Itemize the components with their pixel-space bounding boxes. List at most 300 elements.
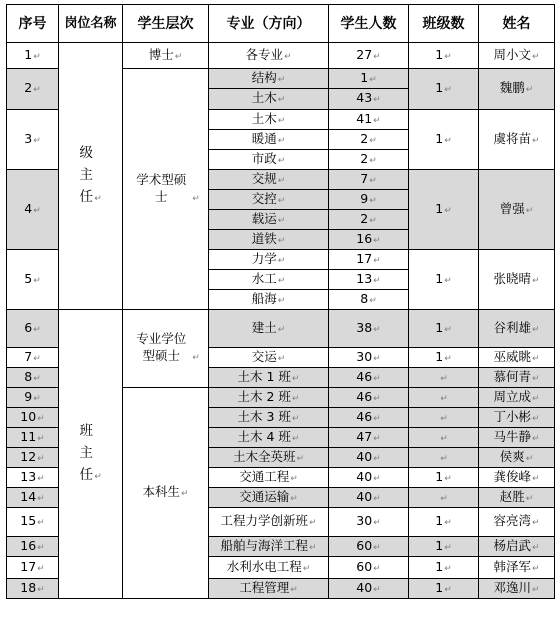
- level-cell-text: 专业学位型硕士: [136, 331, 187, 363]
- major-cell-text: 土木 2 班: [237, 388, 291, 404]
- student-count-cell-text: 40: [356, 468, 373, 484]
- major-cell[interactable]: [209, 310, 329, 348]
- paragraph-mark-icon: ↵: [373, 235, 381, 246]
- major-cell-text: 水利水电工程: [226, 558, 302, 574]
- paragraph-mark-icon: ↵: [444, 473, 452, 484]
- major-cell[interactable]: [209, 448, 329, 468]
- paragraph-mark-icon: ↵: [37, 433, 45, 444]
- teacher-name-cell[interactable]: [479, 348, 555, 368]
- teacher-name-cell[interactable]: [479, 428, 555, 448]
- row-number-cell[interactable]: [7, 468, 59, 488]
- major-cell-text: 土木全英班: [232, 448, 296, 464]
- teacher-name-cell[interactable]: [479, 488, 555, 508]
- student-count-cell[interactable]: [329, 408, 409, 428]
- paragraph-mark-icon: ↵: [37, 473, 45, 484]
- paragraph-mark-icon: ↵: [531, 353, 540, 364]
- class-count-cell[interactable]: [409, 488, 479, 508]
- row-number-cell[interactable]: [7, 428, 59, 448]
- major-cell[interactable]: [209, 468, 329, 488]
- class-count-cell[interactable]: [409, 110, 479, 170]
- teacher-name-cell-text: 龚俊峰: [493, 468, 531, 484]
- major-cell-text: 水工: [251, 270, 277, 286]
- teacher-name-cell[interactable]: [479, 557, 555, 579]
- level-cell[interactable]: [123, 310, 209, 388]
- student-count-cell[interactable]: [329, 368, 409, 388]
- class-count-cell[interactable]: [409, 508, 479, 537]
- paragraph-mark-icon: ↵: [33, 135, 41, 146]
- student-count-cell-text: 30: [356, 348, 373, 364]
- class-count-cell-text: 1: [435, 579, 444, 595]
- major-cell[interactable]: [209, 89, 329, 110]
- row-number-cell[interactable]: [7, 408, 59, 428]
- paragraph-mark-icon: ↵: [33, 353, 41, 364]
- student-count-cell[interactable]: [329, 290, 409, 310]
- teacher-name-cell[interactable]: [479, 310, 555, 348]
- row-number-cell[interactable]: [7, 508, 59, 537]
- student-count-cell-text: 40: [356, 579, 373, 595]
- paragraph-mark-icon: ↵: [440, 413, 448, 424]
- paragraph-mark-icon: ↵: [277, 115, 286, 126]
- paragraph-mark-icon: ↵: [277, 95, 286, 105]
- paragraph-mark-icon: ↵: [531, 413, 540, 424]
- paragraph-mark-icon: ↵: [373, 115, 381, 126]
- class-count-cell[interactable]: [409, 69, 479, 110]
- paragraph-mark-icon: ↵: [291, 393, 300, 404]
- class-count-cell-text: 1: [435, 558, 444, 574]
- paragraph-mark-icon: ↵: [277, 324, 286, 335]
- student-count-cell[interactable]: [329, 428, 409, 448]
- student-count-cell-text: 1: [360, 69, 369, 85]
- paragraph-mark-icon: ↵: [373, 51, 381, 62]
- class-count-cell[interactable]: [409, 557, 479, 579]
- major-cell[interactable]: [209, 408, 329, 428]
- paragraph-mark-icon: ↵: [291, 413, 300, 424]
- paragraph-mark-icon: ↵: [37, 518, 45, 528]
- student-count-cell[interactable]: [329, 170, 409, 190]
- paragraph-mark-icon: ↵: [373, 353, 381, 364]
- teacher-name-cell-text: 邓逸川: [493, 579, 531, 595]
- paragraph-mark-icon: ↵: [444, 51, 452, 62]
- teacher-name-cell[interactable]: [479, 448, 555, 468]
- level-cell-text: 本科生: [142, 484, 180, 499]
- row-number-cell-text: 1: [24, 46, 33, 62]
- student-count-cell-text: 2: [360, 150, 369, 166]
- student-count-cell-text: 60: [356, 558, 373, 574]
- student-count-cell-text: 16: [356, 230, 373, 246]
- major-cell[interactable]: [209, 250, 329, 270]
- student-count-cell[interactable]: [329, 89, 409, 110]
- major-cell[interactable]: [209, 537, 329, 557]
- paragraph-mark-icon: ↵: [180, 489, 189, 499]
- row-number-cell-text: 6: [24, 319, 33, 335]
- paragraph-mark-icon: ↵: [525, 453, 534, 464]
- major-cell-text: 结构: [251, 69, 277, 85]
- major-cell[interactable]: [209, 428, 329, 448]
- major-cell-text: 建土: [251, 319, 277, 335]
- header-row: [7, 5, 555, 43]
- paragraph-mark-icon: ↵: [277, 275, 286, 286]
- level-cell[interactable]: [123, 69, 209, 310]
- role-cell[interactable]: [59, 310, 123, 599]
- paragraph-mark-icon: ↵: [277, 295, 286, 306]
- student-count-cell-text: 43: [356, 90, 373, 105]
- teacher-name-cell[interactable]: [479, 170, 555, 250]
- student-count-cell[interactable]: [329, 210, 409, 230]
- paragraph-mark-icon: ↵: [531, 542, 540, 553]
- major-cell-text: 市政: [251, 150, 277, 166]
- class-count-cell[interactable]: [409, 310, 479, 348]
- major-cell-text: 工程力学创新班: [220, 513, 308, 528]
- paragraph-mark-icon: ↵: [531, 393, 540, 404]
- student-count-cell-text: 60: [356, 537, 373, 553]
- paragraph-mark-icon: ↵: [37, 584, 45, 595]
- student-count-cell[interactable]: [329, 150, 409, 170]
- student-count-cell[interactable]: [329, 388, 409, 408]
- paragraph-mark-icon: ↵: [33, 205, 41, 216]
- student-count-cell-text: 38: [356, 319, 373, 335]
- major-cell-text: 载运: [251, 210, 277, 226]
- paragraph-mark-icon: ↵: [290, 473, 298, 484]
- major-cell-text: 力学: [251, 250, 277, 266]
- paragraph-mark-icon: ↵: [33, 324, 41, 335]
- major-cell-text: 土木 4 班: [237, 428, 291, 444]
- paragraph-mark-icon: ↵: [373, 275, 381, 286]
- student-count-cell[interactable]: [329, 348, 409, 368]
- level-cell[interactable]: [123, 388, 209, 599]
- row-number-cell[interactable]: [7, 250, 59, 310]
- teacher-name-cell-text: 魏鹏: [499, 80, 525, 95]
- row-number-cell[interactable]: [7, 43, 59, 69]
- paragraph-mark-icon: ↵: [37, 542, 45, 553]
- table-row: [7, 310, 555, 348]
- header-cell[interactable]: 姓名: [479, 5, 555, 43]
- row-number-cell[interactable]: [7, 537, 59, 557]
- level-cell-text: 博士: [148, 46, 174, 62]
- major-cell-text: 船海: [251, 290, 277, 306]
- paragraph-mark-icon: ↵: [531, 518, 540, 528]
- row-number-cell-text: 11: [20, 428, 37, 444]
- paragraph-mark-icon: ↵: [531, 135, 540, 146]
- header-cell[interactable]: 学生人数: [329, 5, 409, 43]
- row-number-cell[interactable]: [7, 69, 59, 110]
- paragraph-mark-icon: ↵: [440, 393, 448, 404]
- teacher-name-cell[interactable]: [479, 468, 555, 488]
- row-number-cell-text: 17: [20, 558, 37, 574]
- student-count-cell-text: 46: [356, 368, 373, 384]
- row-number-cell[interactable]: [7, 110, 59, 170]
- major-cell[interactable]: [209, 488, 329, 508]
- paragraph-mark-icon: ↵: [444, 135, 452, 146]
- paragraph-mark-icon: ↵: [525, 205, 534, 216]
- major-cell[interactable]: [209, 230, 329, 250]
- teacher-name-cell[interactable]: [479, 69, 555, 110]
- paragraph-mark-icon: ↵: [373, 324, 381, 335]
- student-count-cell[interactable]: [329, 250, 409, 270]
- major-cell-text: 道铁: [251, 230, 277, 246]
- table-body: [7, 43, 555, 599]
- paragraph-mark-icon: ↵: [373, 518, 381, 528]
- paragraph-mark-icon: ↵: [373, 453, 381, 464]
- major-cell-text: 交通运输: [239, 488, 290, 504]
- paragraph-mark-icon: ↵: [373, 95, 381, 105]
- student-count-cell-text: 46: [356, 408, 373, 424]
- row-number-cell[interactable]: [7, 348, 59, 368]
- teacher-name-cell[interactable]: [479, 250, 555, 310]
- level-cell[interactable]: [123, 43, 209, 69]
- teacher-name-cell[interactable]: [479, 368, 555, 388]
- paragraph-mark-icon: ↵: [444, 275, 452, 286]
- major-cell[interactable]: [209, 210, 329, 230]
- major-cell-text: 交规: [251, 170, 277, 186]
- major-cell-text: 工程管理: [239, 579, 290, 595]
- major-cell-text: 土木: [251, 110, 277, 126]
- paragraph-mark-icon: ↵: [94, 194, 102, 204]
- student-count-cell-text: 46: [356, 388, 373, 404]
- class-count-cell-text: 1: [435, 130, 444, 146]
- student-count-cell[interactable]: [329, 69, 409, 89]
- paragraph-mark-icon: ↵: [33, 85, 41, 95]
- student-count-cell-text: 41: [356, 110, 373, 126]
- paragraph-mark-icon: ↵: [283, 51, 292, 62]
- paragraph-mark-icon: ↵: [531, 473, 540, 484]
- teacher-name-cell[interactable]: [479, 508, 555, 537]
- row-number-cell-text: 2: [24, 80, 33, 95]
- paragraph-mark-icon: ↵: [277, 74, 286, 85]
- row-number-cell-text: 13: [20, 468, 37, 484]
- paragraph-mark-icon: ↵: [174, 51, 183, 62]
- paragraph-mark-icon: ↵: [373, 255, 381, 266]
- row-number-cell-text: 18: [20, 579, 37, 595]
- student-count-cell-text: 17: [356, 250, 373, 266]
- paragraph-mark-icon: ↵: [290, 493, 298, 504]
- student-count-cell[interactable]: [329, 270, 409, 290]
- teacher-name-cell[interactable]: [479, 537, 555, 557]
- row-number-cell[interactable]: [7, 388, 59, 408]
- class-count-cell[interactable]: [409, 368, 479, 388]
- student-count-cell[interactable]: [329, 537, 409, 557]
- class-count-cell[interactable]: [409, 408, 479, 428]
- row-number-cell[interactable]: [7, 579, 59, 599]
- paragraph-mark-icon: ↵: [37, 563, 45, 574]
- paragraph-mark-icon: ↵: [33, 275, 41, 286]
- teacher-name-cell-text: 巫威眺: [493, 348, 531, 364]
- class-count-cell-text: 1: [435, 46, 444, 62]
- student-count-cell-text: 2: [360, 130, 369, 146]
- paragraph-mark-icon: ↵: [369, 74, 377, 85]
- row-number-cell-text: 9: [24, 388, 33, 404]
- row-number-cell-text: 4: [24, 200, 33, 216]
- paragraph-mark-icon: ↵: [369, 155, 377, 166]
- class-count-cell[interactable]: [409, 579, 479, 599]
- paragraph-mark-icon: ↵: [369, 175, 377, 186]
- paragraph-mark-icon: ↵: [444, 584, 452, 595]
- teacher-name-cell[interactable]: [479, 388, 555, 408]
- student-count-cell[interactable]: [329, 448, 409, 468]
- class-count-cell[interactable]: [409, 348, 479, 368]
- paragraph-mark-icon: ↵: [296, 453, 305, 464]
- paragraph-mark-icon: ↵: [525, 85, 534, 95]
- student-count-cell-text: 8: [360, 290, 369, 306]
- paragraph-mark-icon: ↵: [373, 393, 381, 404]
- paragraph-mark-icon: ↵: [373, 433, 381, 444]
- staff-table: [6, 4, 555, 599]
- teacher-name-cell-text: 韩泽军: [493, 558, 531, 574]
- student-count-cell-text: 13: [356, 270, 373, 286]
- paragraph-mark-icon: ↵: [290, 584, 298, 595]
- paragraph-mark-icon: ↵: [277, 155, 286, 166]
- student-count-cell[interactable]: [329, 508, 409, 537]
- student-count-cell[interactable]: [329, 110, 409, 130]
- major-cell[interactable]: [209, 110, 329, 130]
- major-cell-text: 交通工程: [239, 468, 290, 484]
- major-cell[interactable]: [209, 190, 329, 210]
- paragraph-mark-icon: ↵: [33, 393, 41, 404]
- student-count-cell[interactable]: [329, 43, 409, 69]
- paragraph-mark-icon: ↵: [373, 373, 381, 384]
- row-number-cell-text: 14: [20, 488, 37, 504]
- class-count-cell[interactable]: [409, 250, 479, 310]
- paragraph-mark-icon: ↵: [308, 518, 317, 528]
- teacher-name-cell-text: 曾强: [499, 200, 525, 216]
- table-row: [7, 43, 555, 69]
- paragraph-mark-icon: ↵: [531, 51, 540, 62]
- row-number-cell[interactable]: [7, 368, 59, 388]
- class-count-cell[interactable]: [409, 170, 479, 250]
- student-count-cell[interactable]: [329, 468, 409, 488]
- row-number-cell[interactable]: [7, 310, 59, 348]
- paragraph-mark-icon: ↵: [277, 195, 286, 206]
- paragraph-mark-icon: ↵: [373, 413, 381, 424]
- paragraph-mark-icon: ↵: [373, 493, 381, 504]
- row-number-cell-text: 7: [24, 348, 33, 364]
- major-cell[interactable]: [209, 348, 329, 368]
- paragraph-mark-icon: ↵: [302, 563, 311, 574]
- paragraph-mark-icon: ↵: [531, 584, 540, 595]
- header-cell[interactable]: 岗位名称: [59, 5, 123, 43]
- paragraph-mark-icon: ↵: [37, 413, 45, 424]
- class-count-cell-text: 1: [435, 270, 444, 286]
- paragraph-mark-icon: ↵: [531, 563, 540, 574]
- major-cell[interactable]: [209, 150, 329, 170]
- row-number-cell-text: 16: [20, 537, 37, 553]
- class-count-cell[interactable]: [409, 537, 479, 557]
- major-cell[interactable]: [209, 557, 329, 579]
- major-cell[interactable]: [209, 579, 329, 599]
- teacher-name-cell-text: 赵胜: [499, 488, 525, 504]
- paragraph-mark-icon: ↵: [440, 433, 448, 444]
- row-number-cell[interactable]: [7, 488, 59, 508]
- paragraph-mark-icon: ↵: [192, 353, 200, 363]
- class-count-cell-text: 1: [435, 348, 444, 364]
- paragraph-mark-icon: ↵: [37, 453, 45, 464]
- teacher-name-cell[interactable]: [479, 579, 555, 599]
- class-count-cell[interactable]: [409, 388, 479, 408]
- student-count-cell[interactable]: [329, 230, 409, 250]
- teacher-name-cell-text: 杨启武: [493, 537, 531, 553]
- class-count-cell[interactable]: [409, 428, 479, 448]
- major-cell[interactable]: [209, 290, 329, 310]
- header-cell[interactable]: 班级数: [409, 5, 479, 43]
- student-count-cell-text: 40: [356, 448, 373, 464]
- teacher-name-cell-text: 慕何青: [493, 368, 531, 384]
- paragraph-mark-icon: ↵: [444, 542, 452, 553]
- student-count-cell[interactable]: [329, 190, 409, 210]
- row-number-cell[interactable]: [7, 448, 59, 468]
- major-cell[interactable]: [209, 388, 329, 408]
- teacher-name-cell[interactable]: [479, 43, 555, 69]
- paragraph-mark-icon: ↵: [444, 205, 452, 216]
- paragraph-mark-icon: ↵: [277, 255, 286, 266]
- major-cell[interactable]: [209, 368, 329, 388]
- header-cell[interactable]: 序号: [7, 5, 59, 43]
- student-count-cell[interactable]: [329, 310, 409, 348]
- teacher-name-cell-text: 丁小彬: [493, 408, 531, 424]
- paragraph-mark-icon: ↵: [373, 584, 381, 595]
- class-count-cell[interactable]: [409, 448, 479, 468]
- paragraph-mark-icon: ↵: [531, 373, 540, 384]
- paragraph-mark-icon: ↵: [37, 493, 45, 504]
- major-cell-text: 土木 1 班: [237, 368, 291, 384]
- paragraph-mark-icon: ↵: [525, 493, 534, 504]
- paragraph-mark-icon: ↵: [277, 215, 286, 226]
- paragraph-mark-icon: ↵: [33, 373, 41, 384]
- paragraph-mark-icon: ↵: [291, 373, 300, 384]
- row-number-cell-text: 12: [20, 448, 37, 464]
- teacher-name-cell-text: 侯爽: [499, 448, 525, 464]
- student-count-cell[interactable]: [329, 488, 409, 508]
- major-cell[interactable]: [209, 69, 329, 89]
- row-number-cell-text: 5: [24, 270, 33, 286]
- row-number-cell[interactable]: [7, 170, 59, 250]
- student-count-cell-text: 7: [360, 170, 369, 186]
- major-cell[interactable]: [209, 170, 329, 190]
- header-cell[interactable]: 专业（方向）: [209, 5, 329, 43]
- class-count-cell[interactable]: [409, 43, 479, 69]
- paragraph-mark-icon: ↵: [373, 473, 381, 484]
- level-cell-text: 学术型硕士: [136, 171, 187, 204]
- teacher-name-cell[interactable]: [479, 408, 555, 428]
- paragraph-mark-icon: ↵: [531, 275, 540, 286]
- header-cell[interactable]: 学生层次: [123, 5, 209, 43]
- student-count-cell-text: 30: [356, 513, 373, 528]
- row-number-cell-text: 15: [20, 513, 37, 528]
- class-count-cell-text: 1: [435, 537, 444, 553]
- major-cell-text: 交运: [251, 348, 277, 364]
- paragraph-mark-icon: ↵: [440, 373, 448, 384]
- major-cell[interactable]: [209, 43, 329, 69]
- paragraph-mark-icon: ↵: [308, 542, 317, 553]
- student-count-cell-text: 40: [356, 488, 373, 504]
- paragraph-mark-icon: ↵: [373, 563, 381, 574]
- role-cell[interactable]: [59, 43, 123, 310]
- major-cell[interactable]: [209, 508, 329, 537]
- role-cell-text: 班主任: [79, 423, 93, 483]
- paragraph-mark-icon: ↵: [440, 453, 448, 464]
- teacher-name-cell-text: 虞将苗: [493, 130, 531, 146]
- major-cell[interactable]: [209, 130, 329, 150]
- major-cell-text: 土木: [251, 90, 277, 105]
- teacher-name-cell[interactable]: [479, 110, 555, 170]
- major-cell[interactable]: [209, 270, 329, 290]
- student-count-cell[interactable]: [329, 130, 409, 150]
- student-count-cell[interactable]: [329, 579, 409, 599]
- paragraph-mark-icon: ↵: [440, 493, 448, 504]
- role-cell-text: 级主任: [79, 145, 93, 205]
- student-count-cell-text: 47: [356, 428, 373, 444]
- class-count-cell[interactable]: [409, 468, 479, 488]
- row-number-cell[interactable]: [7, 557, 59, 579]
- student-count-cell[interactable]: [329, 557, 409, 579]
